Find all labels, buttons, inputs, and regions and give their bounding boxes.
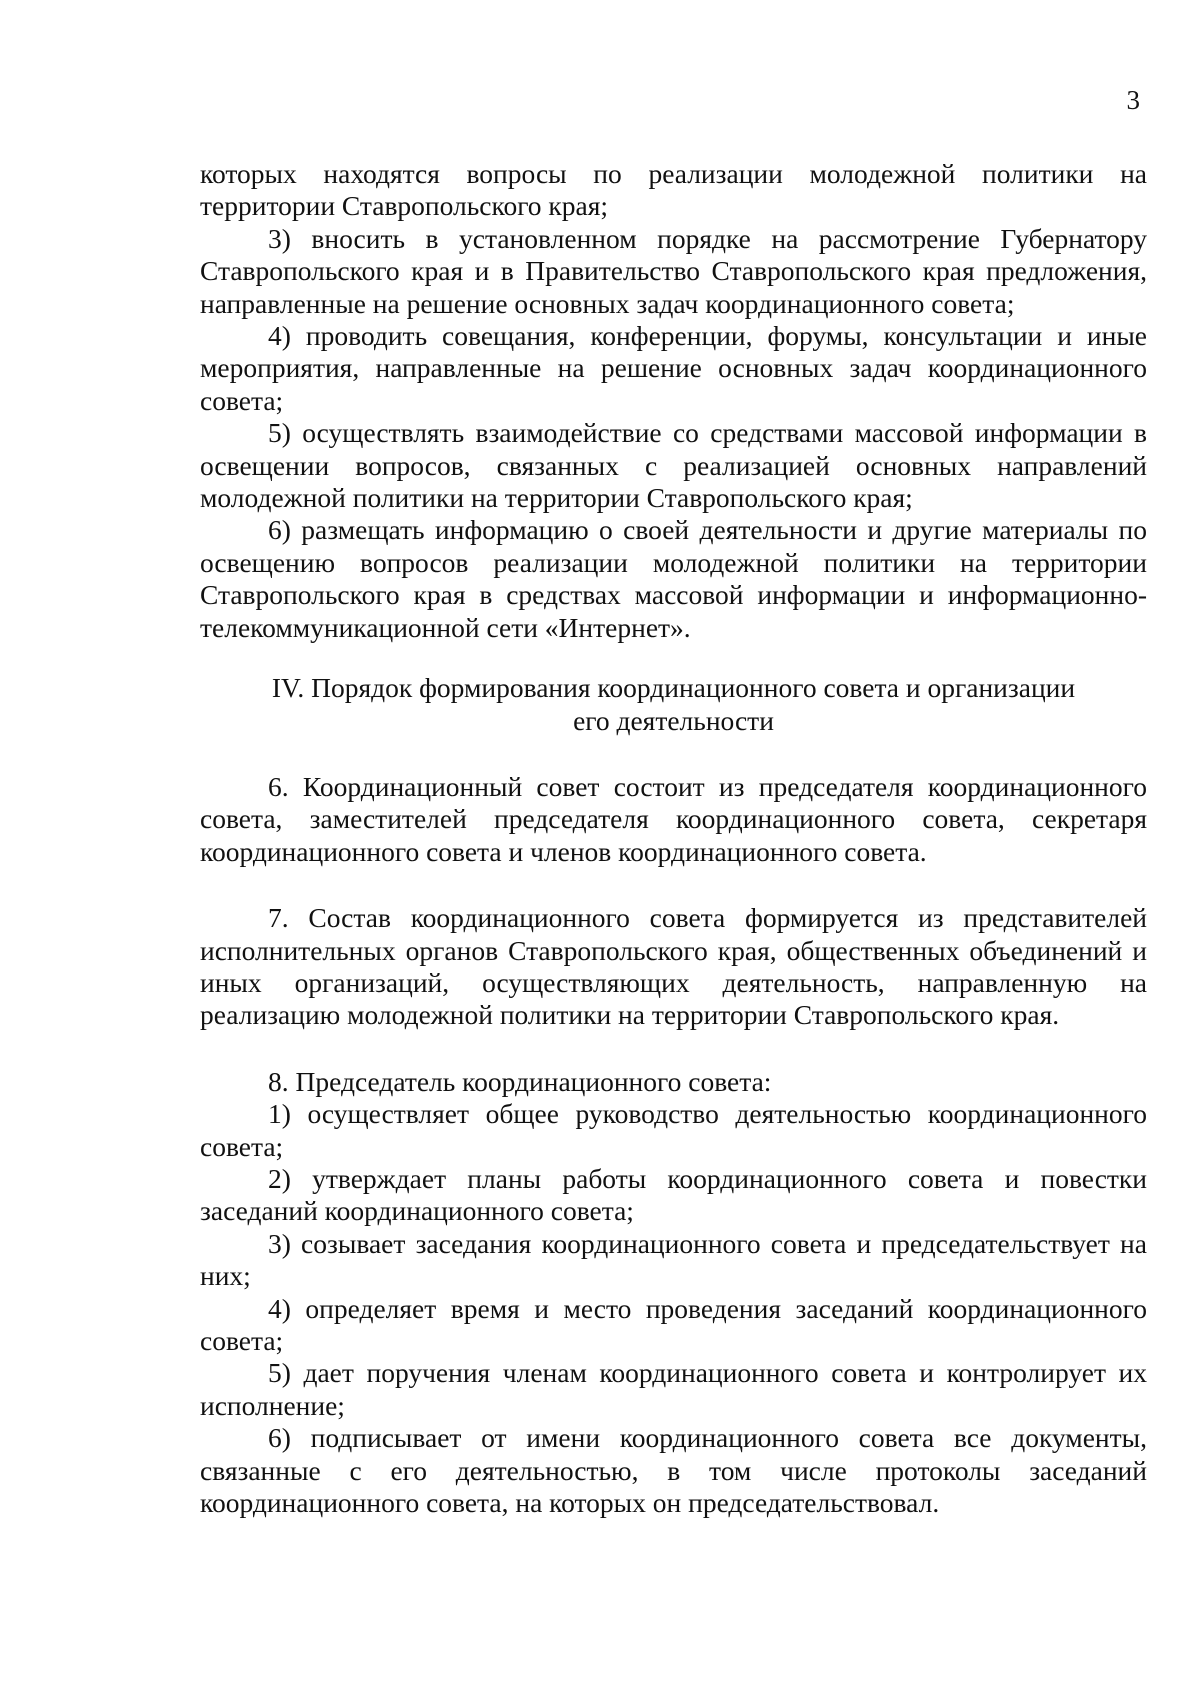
paragraph: 3) созывает заседания координационного совета и председательствует на них; <box>200 1227 1147 1292</box>
paragraph: 7. Состав координационного совета формируется из представителей исполнительных органов Ставропольского края, общественных объединений и иных организаций, осуществляющих деятельность, направленную на реализацию молодежной политики на территории Ставропольского края. <box>200 902 1147 1031</box>
section-heading <box>200 672 1147 737</box>
paragraph: которых находятся вопросы по реализации молодежной политики на территории Ставропольского края; <box>200 158 1147 222</box>
paragraph: 6) подписывает от имени координационного совета все документы, связанные с его деятельностью, в том числе протоколы заседаний координационного совета, на которых он председательствовал. <box>200 1422 1147 1519</box>
paragraph: 6. Координационный совет состоит из председателя координационного совета, заместителей председателя координационного совета, секретаря координационного совета и членов координационного совета. <box>200 770 1147 867</box>
paragraph: 2) утверждает планы работы координационного совета и повестки заседаний координационного совета; <box>200 1162 1147 1227</box>
paragraph: 3) вносить в установленном порядке на рассмотрение Губернатору Ставропольского края и в Правительство Ставропольского края предложения, направленные на решение основных задач координационного совета; <box>200 222 1147 319</box>
paragraph: 5) дает поручения членам координационного совета и контролирует их исполнение; <box>200 1357 1147 1421</box>
section-heading-line: IV. Порядок формирования координационного совета и организации <box>271 672 1076 704</box>
paragraph: 4) определяет время и место проведения заседаний координационного совета; <box>200 1292 1147 1356</box>
paragraph: 6) размещать информацию о своей деятельности и другие материалы по освещению вопросов реализации молодежной политики на территории Ставропольского края в средствах массовой информации и информационно-телекоммуникационной сети «Интернет». <box>200 514 1147 643</box>
page-number: 3 <box>1126 85 1140 115</box>
document-body <box>200 158 1147 1519</box>
paragraph: 1) осуществляет общее руководство деятельностью координационного совета; <box>200 1098 1147 1162</box>
section-heading-line: его деятельности <box>573 704 774 736</box>
paragraph: 4) проводить совещания, конференции, форумы, консультации и иные мероприятия, направленные на решение основных задач координационного совета; <box>200 320 1147 416</box>
paragraph: 8. Председатель координационного совета: <box>268 1065 772 1097</box>
paragraph: 5) осуществлять взаимодействие со средствами массовой информации в освещении вопросов, связанных с реализацией основных направлений молодежной политики на территории Ставропольского края; <box>200 417 1147 514</box>
